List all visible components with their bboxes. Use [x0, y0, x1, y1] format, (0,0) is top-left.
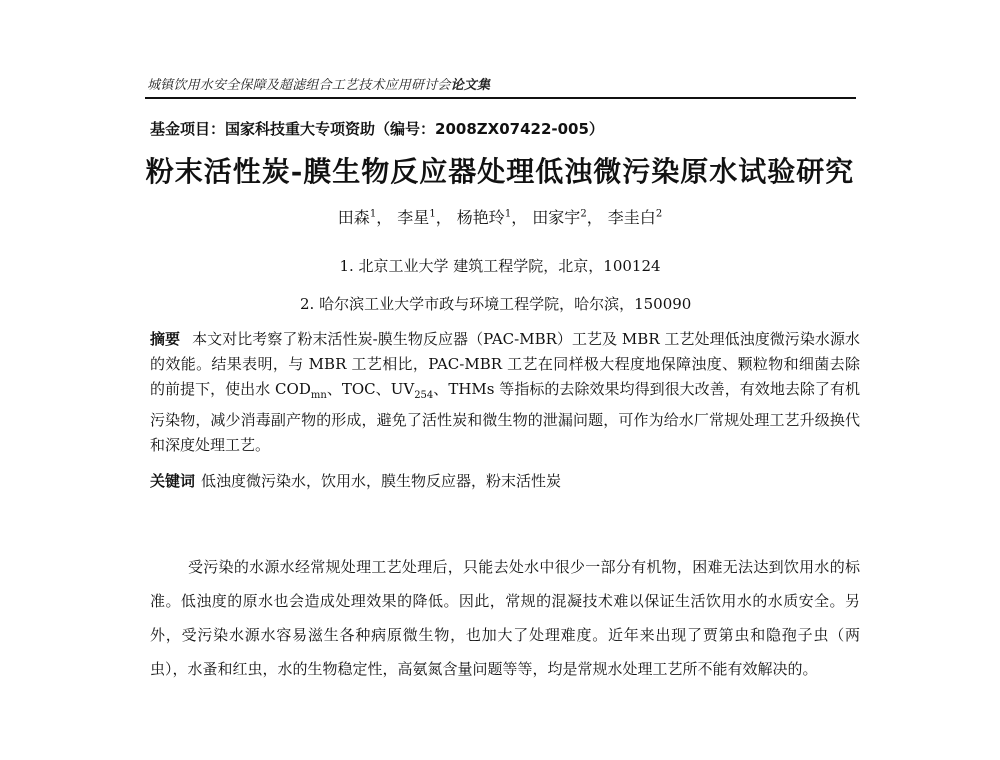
author: 田家宇$^2$， — [532, 208, 603, 227]
keywords — [150, 470, 860, 491]
affiliation-2: 2. 哈尔滨工业大学市政与环境工程学院，哈尔滨，150090 — [300, 295, 692, 313]
keywords-label: 关键词 — [150, 472, 196, 490]
abstract — [150, 327, 860, 458]
cod-subscript: mn — [310, 390, 327, 401]
paper-title: 粉末活性炭-膜生物反应器处理低浊微污染原水试验研究 — [145, 155, 855, 188]
abstract-label: 摘要 — [150, 330, 181, 348]
running-header — [147, 74, 490, 93]
author: 李星$^1$， — [397, 208, 452, 227]
keywords-text: 低浊度微污染水，饮用水，膜生物反应器，粉末活性炭 — [201, 472, 562, 490]
header-rule — [145, 97, 856, 99]
funding-note: 基金项目：国家科技重大专项资助（编号：2008ZX07422-005） — [150, 120, 604, 138]
abstract-text: 本文对比考察了粉末活性炭-膜生物反应器（PAC-MBR）工艺及 MBR 工艺处理低浊度微污染水源水的效能。结果表明，与 MBR 工艺相比，PAC-MBR 工艺在同样极大程度地保障浊度、颗粒物和细菌去除的前提下，使出水 COD — [150, 330, 860, 398]
author: 李圭白$^2$ — [607, 208, 663, 227]
abstract-text: 、TOC、UV — [326, 380, 415, 398]
intro-paragraph: 受污染的水源水经常规处理工艺处理后，只能去处水中很少一部分有机物，困难无法达到饮用水的标准。低浊度的原水也会造成处理效果的降低。因此，常规的混凝技术难以保证生活饮用水的水质安全。另外，受污染水源水容易滋生各种病原微生物，也加大了处理难度。近年来出现了贾第虫和隐孢子虫（两虫），水蚤和红虫，水的生物稳定性，高氨氮含量问题等等，均是常规水处理工艺所不能有效解决的。 — [150, 558, 860, 678]
author-list — [0, 205, 1000, 228]
abstract-text: 、THMs 等指标的去除效果均得到很大改善，有效地去除了有机污染物，减少消毒副产物的形成，避免了活性炭和微生物的泄漏问题，可作为给水厂常规处理工艺升级换代和深度处理工艺。 — [150, 380, 860, 454]
running-header-suffix: 论文集 — [450, 78, 491, 93]
author: 杨艳玲$^1$， — [456, 208, 528, 227]
uv-subscript: 254 — [414, 390, 434, 401]
running-header-title: 城镇饮用水安全保障及超滤组合工艺技术应用研讨会 — [147, 78, 451, 93]
affiliation-1: 1. 北京工业大学 建筑工程学院，北京，100124 — [339, 257, 661, 275]
author: 田森$^1$， — [337, 208, 393, 227]
